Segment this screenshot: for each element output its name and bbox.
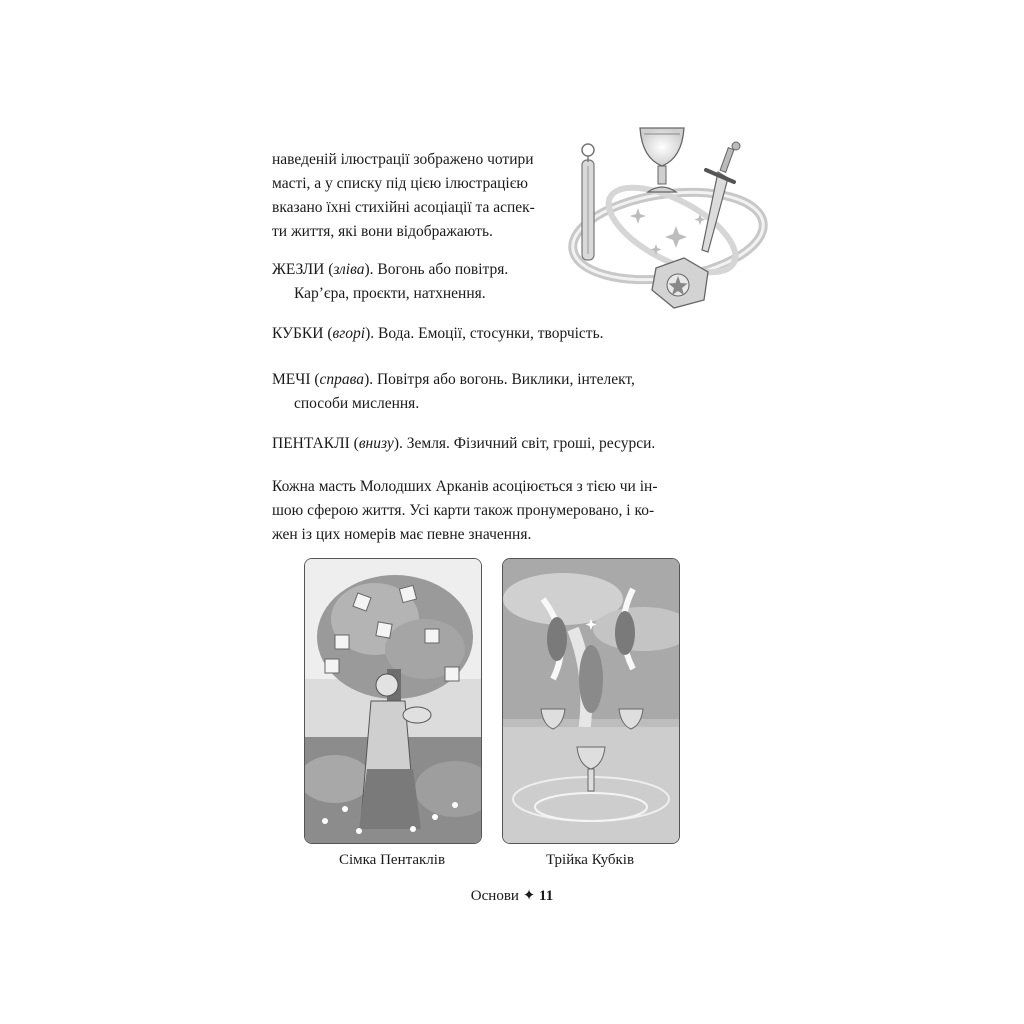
suit-entry-swords: МЕЧІ (справа). Повітря або вогонь. Виклики, інтелект, способи мислення. [272,368,722,416]
page-number: 11 [539,888,554,904]
suit-aspects: Кар’єра, проєкти, натхнення. [294,285,486,302]
intro-line: ти життя, які вони відображають. [272,223,493,240]
intro-paragraph [272,148,564,244]
paragraph-line: шою сферою життя. Усі карти також пронумеровано, і ко- [272,502,655,519]
page-footer [0,886,1024,905]
paragraph-line: Кожна масть Молодших Арканів асоціюється з тією чи ін- [272,478,658,495]
footer-separator-icon: ✦ [522,888,536,904]
intro-line: наведеній ілюстрації зображено чотири [272,151,534,168]
suit-position: зліва [333,261,365,278]
paragraph-line: жен із цих номерів має певне значення. [272,526,532,543]
intro-line: вказано їхні стихійні асоціації та аспек- [272,199,535,216]
suit-name: ЖЕЗЛИ [272,261,325,278]
suit-entry-pentacles: ПЕНТАКЛІ (внизу). Земля. Фізичний світ, гроші, ресурси. [272,435,656,452]
card-seven-of-pentacles [304,558,482,844]
card-image [305,559,481,843]
body-paragraph [272,475,718,547]
footer-section: Основи [470,888,519,904]
suit-name: МЕЧІ [272,371,311,388]
suit-position: внизу [358,435,394,452]
wand-icon [582,144,594,260]
suit-element: . Вогонь або повітря. [369,261,509,278]
suit-name: КУБКИ [272,325,324,342]
intro-line: масті, а у списку під цією ілюстрацією [272,175,528,192]
suit-name: ПЕНТАКЛІ [272,435,350,452]
cup-icon [640,128,684,192]
suit-element: . Земля. Фізичний світ, гроші, ресурси. [398,435,656,452]
card-caption: Трійка Кубків [545,852,635,868]
suit-element: . Вода. Емоції, стосунки, творчість. [370,325,604,342]
suit-aspects: способи мислення. [294,395,420,412]
card-image [503,559,679,843]
suit-element: . Повітря або вогонь. Виклики, інтелект, [369,371,635,388]
suit-position: вгорі [332,325,366,342]
suit-entry-cups: КУБКИ (вгорі). Вода. Емоції, стосунки, творчість. [272,325,604,342]
suit-position: справа [319,371,365,388]
card-caption: Сімка Пентаклів [338,852,446,868]
card-three-of-cups [502,558,680,844]
suit-entry-wands: ЖЕЗЛИ (зліва). Вогонь або повітря. Кар’єра, проєкти, натхнення. [272,258,722,306]
